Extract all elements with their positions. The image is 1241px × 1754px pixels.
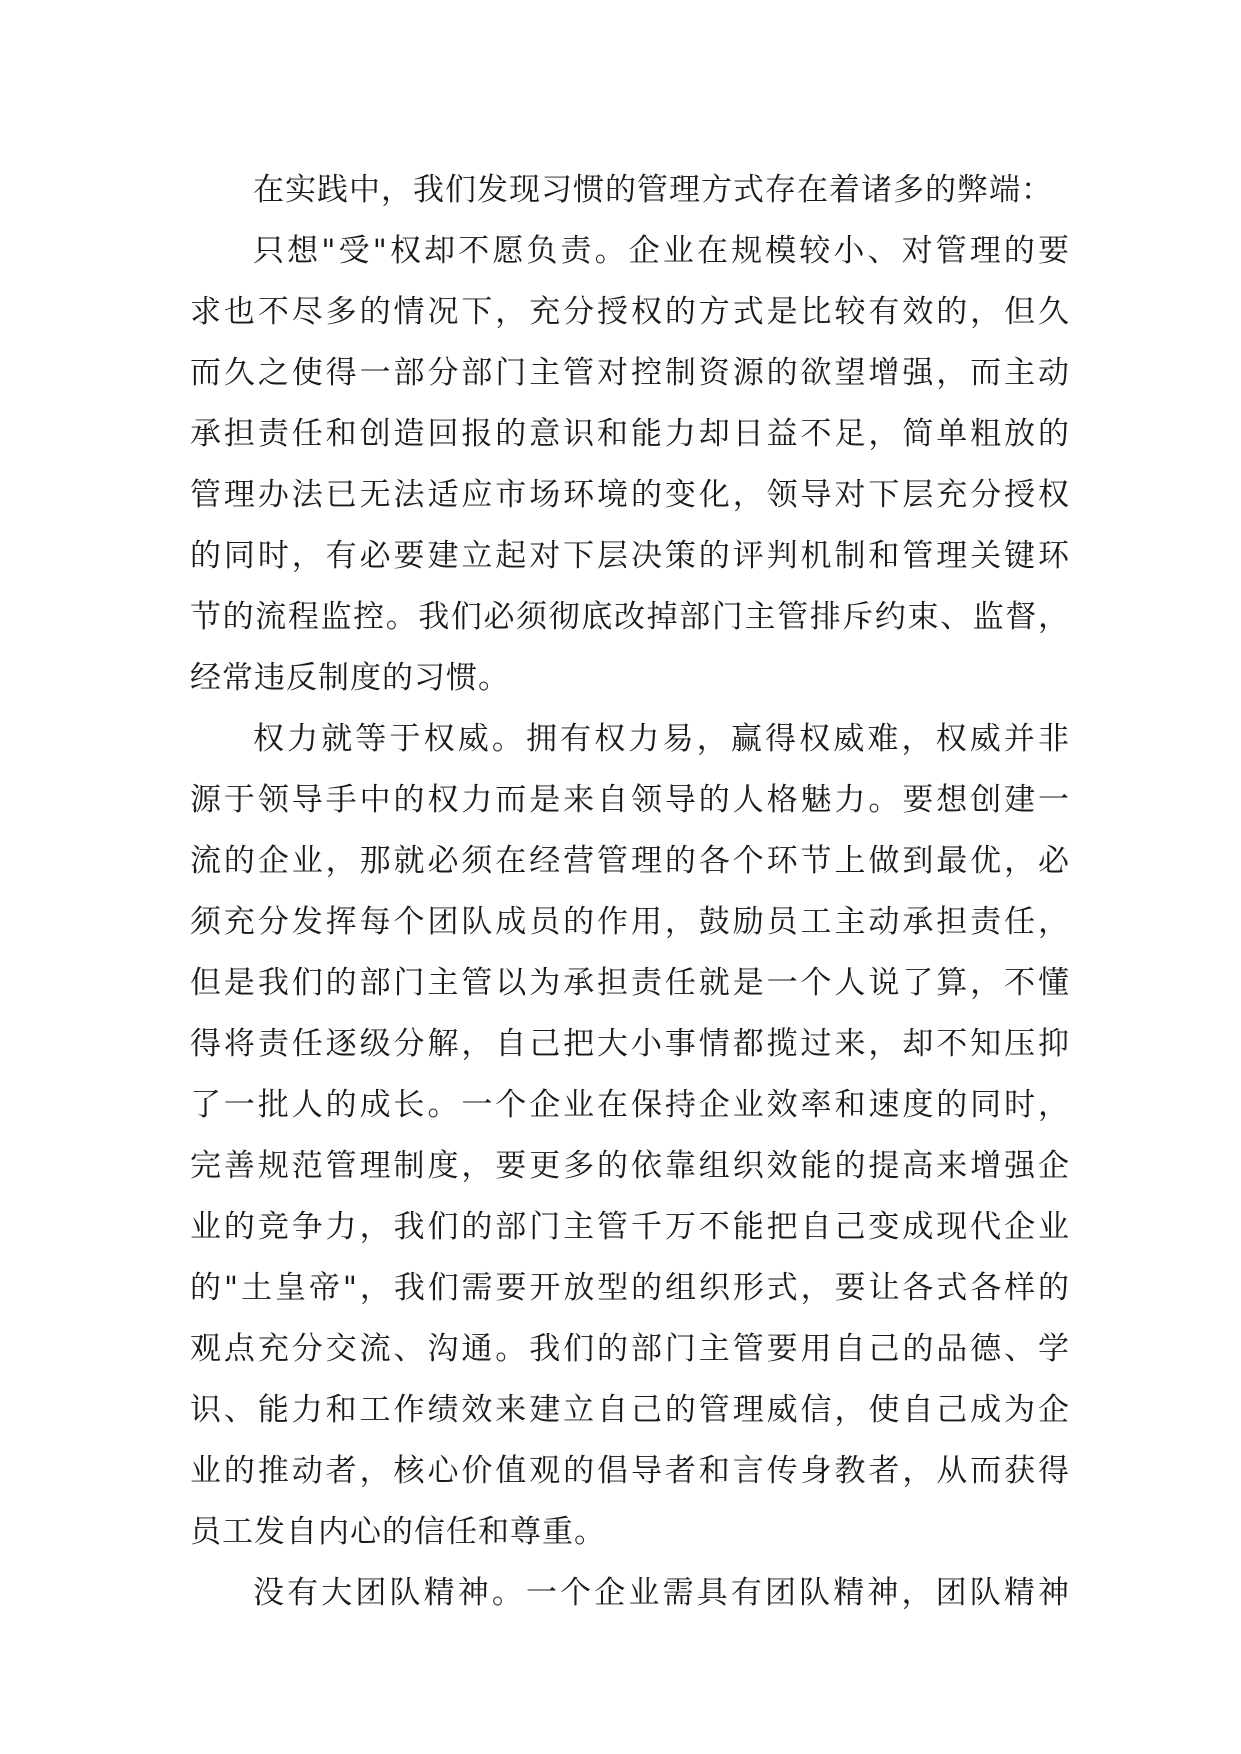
paragraph-2-line-3: 而久之使得一部分部门主管对控制资源的欲望增强，而主动 <box>190 355 1070 391</box>
paragraph-3-line-5: 但是我们的部门主管以为承担责任就是一个人说了算，不懂 <box>190 965 1070 1001</box>
paragraph-2-line-1: 只想"受"权却不愿负责。企业在规模较小、对管理的要 <box>253 233 1070 269</box>
paragraph-2-line-5: 管理办法已无法适应市场环境的变化，领导对下层充分授权 <box>190 477 1070 513</box>
body-text <box>190 160 1070 1624</box>
paragraph-2-line-6: 的同时，有必要建立起对下层决策的评判机制和管理关键环 <box>190 538 1070 574</box>
paragraph-3-line-8: 完善规范管理制度，要更多的依靠组织效能的提高来增强企 <box>190 1148 1070 1184</box>
paragraph-3-line-6: 得将责任逐级分解，自己把大小事情都揽过来，却不知压抑 <box>190 1026 1070 1062</box>
paragraph-3-line-4: 须充分发挥每个团队成员的作用，鼓励员工主动承担责任， <box>190 904 1070 940</box>
paragraph-3-line-10: 的"土皇帝"，我们需要开放型的组织形式，要让各式各样的 <box>190 1270 1070 1306</box>
paragraph-3-line-2: 源于领导手中的权力而是来自领导的人格魅力。要想创建一 <box>190 782 1070 818</box>
paragraph-4-line-1: 没有大团队精神。一个企业需具有团队精神，团队精神 <box>253 1575 1070 1611</box>
paragraph-3-line-13: 业的推动者，核心价值观的倡导者和言传身教者，从而获得 <box>190 1453 1070 1489</box>
paragraph-2-line-2: 求也不尽多的情况下，充分授权的方式是比较有效的，但久 <box>190 294 1070 330</box>
paragraph-2-line-4: 承担责任和创造回报的意识和能力却日益不足，简单粗放的 <box>190 416 1070 452</box>
paragraph-3-line-11: 观点充分交流、沟通。我们的部门主管要用自己的品德、学 <box>190 1331 1070 1367</box>
paragraph-3-line-9: 业的竞争力，我们的部门主管千万不能把自己变成现代企业 <box>190 1209 1070 1245</box>
paragraph-3-line-7: 了一批人的成长。一个企业在保持企业效率和速度的同时， <box>190 1087 1070 1123</box>
paragraph-2-line-7: 节的流程监控。我们必须彻底改掉部门主管排斥约束、监督， <box>190 599 1070 635</box>
paragraph-1-line-1: 在实践中，我们发现习惯的管理方式存在着诸多的弊端： <box>253 172 1053 208</box>
paragraph-3-line-14: 员工发自内心的信任和尊重。 <box>190 1514 606 1550</box>
paragraph-2-line-8: 经常违反制度的习惯。 <box>190 660 510 696</box>
paragraph-3-line-3: 流的企业，那就必须在经营管理的各个环节上做到最优，必 <box>190 843 1070 879</box>
paragraph-3-line-1: 权力就等于权威。拥有权力易，赢得权威难，权威并非 <box>253 721 1070 757</box>
paragraph-3-line-12: 识、能力和工作绩效来建立自己的管理威信，使自己成为企 <box>190 1392 1070 1428</box>
